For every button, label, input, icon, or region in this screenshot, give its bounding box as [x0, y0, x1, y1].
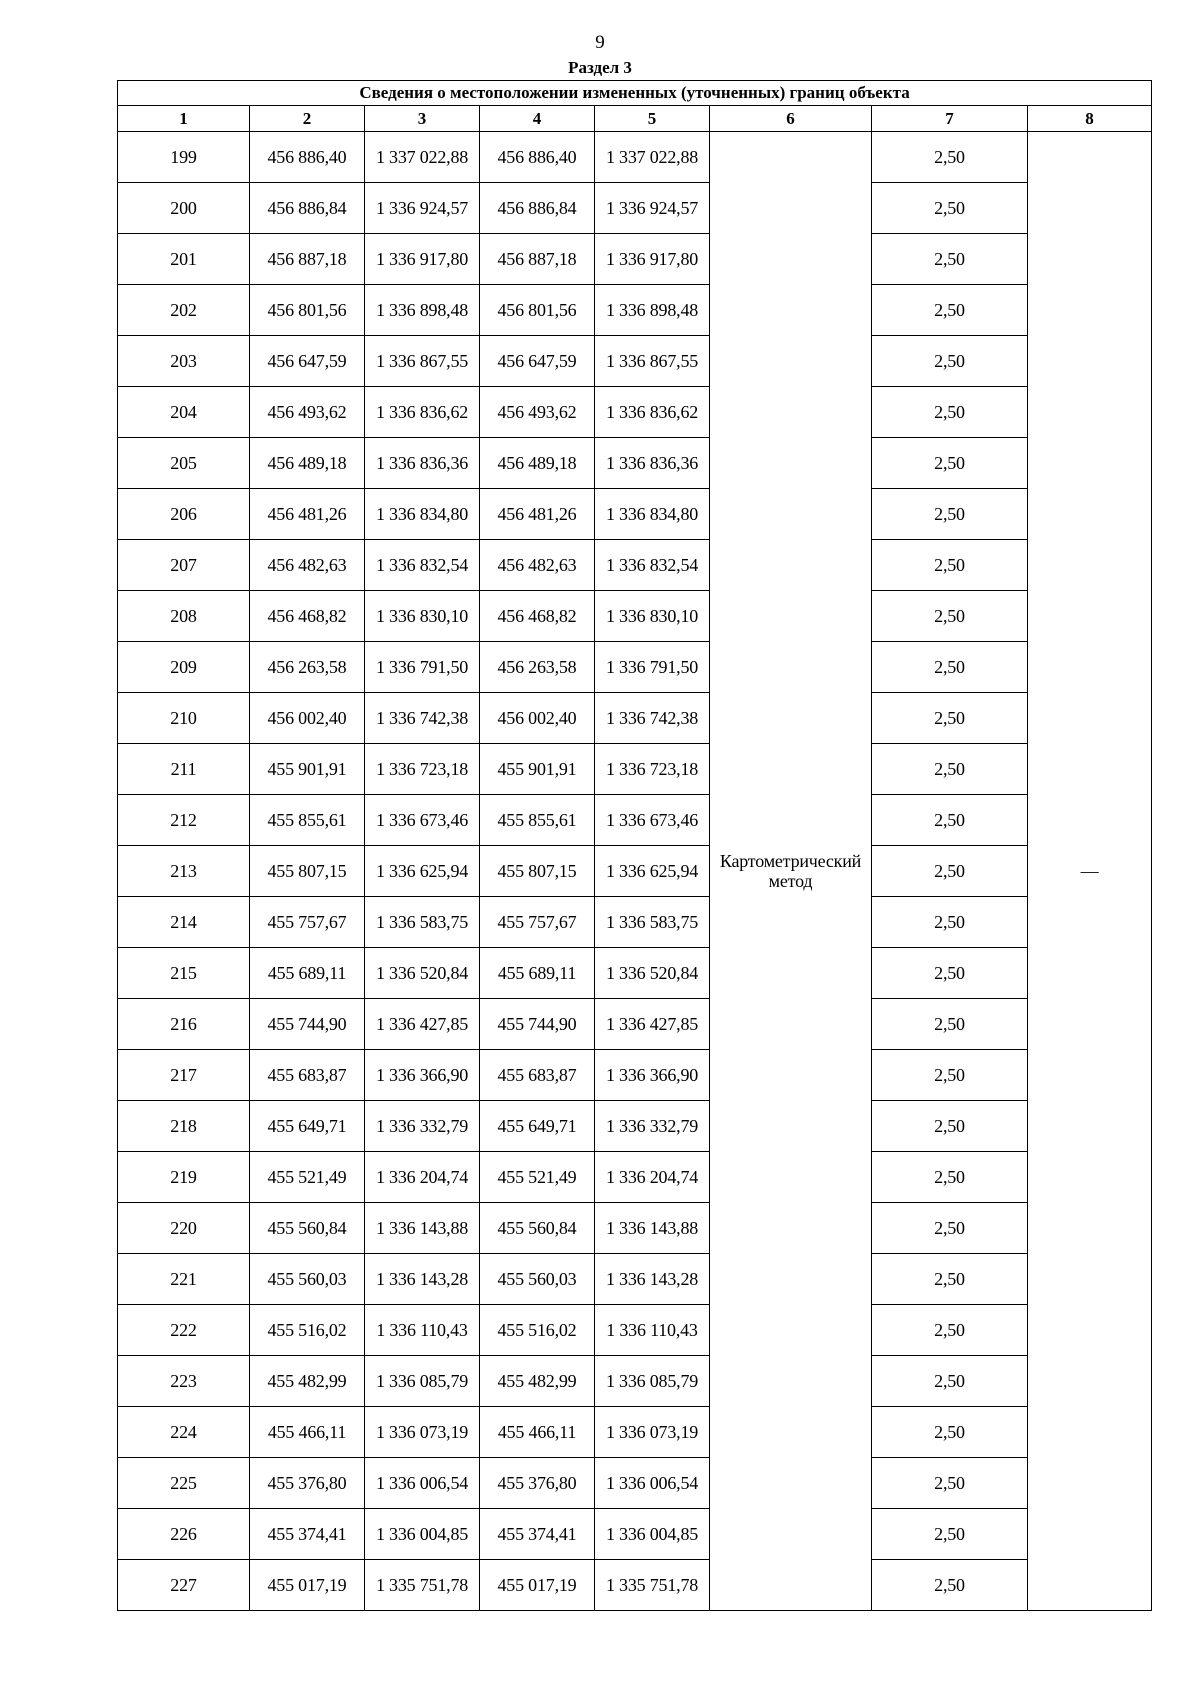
- point-number-cell: 208: [118, 591, 250, 642]
- point-number-cell: 206: [118, 489, 250, 540]
- y-new-cell: 1 336 204,74: [595, 1152, 710, 1203]
- y-existing-cell: 1 336 917,80: [365, 234, 480, 285]
- x-existing-cell: 455 560,84: [250, 1203, 365, 1254]
- point-number-cell: 214: [118, 897, 250, 948]
- y-existing-cell: 1 336 898,48: [365, 285, 480, 336]
- x-new-cell: 455 374,41: [480, 1509, 595, 1560]
- x-new-cell: 455 901,91: [480, 744, 595, 795]
- x-existing-cell: 456 481,26: [250, 489, 365, 540]
- point-number-cell: 223: [118, 1356, 250, 1407]
- x-existing-cell: 456 002,40: [250, 693, 365, 744]
- y-new-cell: 1 336 427,85: [595, 999, 710, 1050]
- table-row: [118, 336, 1152, 387]
- table-row: [118, 387, 1152, 438]
- x-existing-cell: 456 482,63: [250, 540, 365, 591]
- accuracy-cell: 2,50: [872, 1407, 1028, 1458]
- y-existing-cell: 1 336 006,54: [365, 1458, 480, 1509]
- y-existing-cell: 1 336 427,85: [365, 999, 480, 1050]
- x-new-cell: 455 744,90: [480, 999, 595, 1050]
- x-existing-cell: 456 647,59: [250, 336, 365, 387]
- table-row: [118, 591, 1152, 642]
- accuracy-cell: 2,50: [872, 1509, 1028, 1560]
- y-existing-cell: 1 336 366,90: [365, 1050, 480, 1101]
- column-number-8: 8: [1028, 106, 1152, 132]
- accuracy-cell: 2,50: [872, 1356, 1028, 1407]
- y-new-cell: 1 336 006,54: [595, 1458, 710, 1509]
- point-number-cell: 212: [118, 795, 250, 846]
- accuracy-cell: 2,50: [872, 744, 1028, 795]
- y-existing-cell: 1 336 836,62: [365, 387, 480, 438]
- x-existing-cell: 455 521,49: [250, 1152, 365, 1203]
- point-number-cell: 222: [118, 1305, 250, 1356]
- y-new-cell: 1 336 924,57: [595, 183, 710, 234]
- table-row: [118, 1152, 1152, 1203]
- y-existing-cell: 1 336 143,88: [365, 1203, 480, 1254]
- y-new-cell: 1 336 332,79: [595, 1101, 710, 1152]
- point-number-cell: 205: [118, 438, 250, 489]
- x-existing-cell: 456 493,62: [250, 387, 365, 438]
- accuracy-cell: 2,50: [872, 336, 1028, 387]
- accuracy-cell: 2,50: [872, 1560, 1028, 1611]
- x-existing-cell: 455 744,90: [250, 999, 365, 1050]
- accuracy-cell: 2,50: [872, 897, 1028, 948]
- table-row: [118, 1305, 1152, 1356]
- y-new-cell: 1 336 143,28: [595, 1254, 710, 1305]
- y-existing-cell: 1 336 836,36: [365, 438, 480, 489]
- point-number-cell: 215: [118, 948, 250, 999]
- x-new-cell: 456 468,82: [480, 591, 595, 642]
- y-new-cell: 1 336 834,80: [595, 489, 710, 540]
- x-new-cell: 456 482,63: [480, 540, 595, 591]
- table-row: [118, 642, 1152, 693]
- column-number-7: 7: [872, 106, 1028, 132]
- y-new-cell: 1 336 673,46: [595, 795, 710, 846]
- table-row: [118, 438, 1152, 489]
- x-existing-cell: 455 376,80: [250, 1458, 365, 1509]
- y-new-cell: 1 336 867,55: [595, 336, 710, 387]
- table-body: [118, 132, 1152, 1611]
- x-new-cell: 456 489,18: [480, 438, 595, 489]
- x-new-cell: 455 017,19: [480, 1560, 595, 1611]
- point-number-cell: 227: [118, 1560, 250, 1611]
- y-existing-cell: 1 336 520,84: [365, 948, 480, 999]
- y-existing-cell: 1 336 742,38: [365, 693, 480, 744]
- y-existing-cell: 1 336 004,85: [365, 1509, 480, 1560]
- point-number-cell: 220: [118, 1203, 250, 1254]
- x-new-cell: 455 649,71: [480, 1101, 595, 1152]
- y-new-cell: 1 336 836,36: [595, 438, 710, 489]
- y-existing-cell: 1 336 832,54: [365, 540, 480, 591]
- accuracy-cell: 2,50: [872, 540, 1028, 591]
- accuracy-cell: 2,50: [872, 1254, 1028, 1305]
- column-number-2: 2: [250, 106, 365, 132]
- x-new-cell: 456 887,18: [480, 234, 595, 285]
- x-new-cell: 456 801,56: [480, 285, 595, 336]
- table-row: [118, 999, 1152, 1050]
- x-existing-cell: 455 757,67: [250, 897, 365, 948]
- section-title: Раздел 3: [568, 58, 632, 77]
- accuracy-cell: 2,50: [872, 387, 1028, 438]
- y-existing-cell: 1 336 085,79: [365, 1356, 480, 1407]
- y-existing-cell: 1 336 332,79: [365, 1101, 480, 1152]
- y-new-cell: 1 336 366,90: [595, 1050, 710, 1101]
- table-row: [118, 1254, 1152, 1305]
- x-existing-cell: 455 855,61: [250, 795, 365, 846]
- y-existing-cell: 1 337 022,88: [365, 132, 480, 183]
- point-number-cell: 207: [118, 540, 250, 591]
- accuracy-cell: 2,50: [872, 642, 1028, 693]
- y-new-cell: 1 336 832,54: [595, 540, 710, 591]
- table-row: [118, 846, 1152, 897]
- table-row: [118, 540, 1152, 591]
- y-new-cell: 1 336 085,79: [595, 1356, 710, 1407]
- column-number-6: 6: [710, 106, 872, 132]
- table-row: [118, 948, 1152, 999]
- x-new-cell: 455 516,02: [480, 1305, 595, 1356]
- x-new-cell: 456 493,62: [480, 387, 595, 438]
- table-row: [118, 183, 1152, 234]
- accuracy-cell: 2,50: [872, 285, 1028, 336]
- x-new-cell: 455 376,80: [480, 1458, 595, 1509]
- x-new-cell: 455 683,87: [480, 1050, 595, 1101]
- x-existing-cell: 456 801,56: [250, 285, 365, 336]
- point-number-cell: 217: [118, 1050, 250, 1101]
- point-number-cell: 200: [118, 183, 250, 234]
- y-new-cell: 1 336 742,38: [595, 693, 710, 744]
- table-row: [118, 1203, 1152, 1254]
- x-new-cell: 455 482,99: [480, 1356, 595, 1407]
- x-existing-cell: 455 807,15: [250, 846, 365, 897]
- y-existing-cell: 1 336 723,18: [365, 744, 480, 795]
- coordinates-table: [117, 80, 1152, 1611]
- column-number-5: 5: [595, 106, 710, 132]
- table-row: [118, 744, 1152, 795]
- x-new-cell: 455 757,67: [480, 897, 595, 948]
- x-existing-cell: 455 466,11: [250, 1407, 365, 1458]
- accuracy-cell: 2,50: [872, 1203, 1028, 1254]
- x-new-cell: 456 886,40: [480, 132, 595, 183]
- x-existing-cell: 455 649,71: [250, 1101, 365, 1152]
- page-number: 9: [595, 32, 605, 53]
- y-existing-cell: 1 336 625,94: [365, 846, 480, 897]
- x-new-cell: 456 002,40: [480, 693, 595, 744]
- point-number-cell: 202: [118, 285, 250, 336]
- accuracy-cell: 2,50: [872, 1050, 1028, 1101]
- x-new-cell: 455 521,49: [480, 1152, 595, 1203]
- y-new-cell: 1 336 830,10: [595, 591, 710, 642]
- x-new-cell: 455 560,84: [480, 1203, 595, 1254]
- table-row: [118, 1407, 1152, 1458]
- y-new-cell: 1 336 073,19: [595, 1407, 710, 1458]
- table-row: [118, 1050, 1152, 1101]
- column-number-3: 3: [365, 106, 480, 132]
- y-existing-cell: 1 336 791,50: [365, 642, 480, 693]
- point-number-cell: 213: [118, 846, 250, 897]
- accuracy-cell: 2,50: [872, 1152, 1028, 1203]
- point-number-cell: 204: [118, 387, 250, 438]
- y-existing-cell: 1 336 143,28: [365, 1254, 480, 1305]
- y-new-cell: 1 336 898,48: [595, 285, 710, 336]
- y-existing-cell: 1 336 924,57: [365, 183, 480, 234]
- table-row: [118, 897, 1152, 948]
- x-existing-cell: 455 516,02: [250, 1305, 365, 1356]
- table-row: [118, 234, 1152, 285]
- x-existing-cell: 456 468,82: [250, 591, 365, 642]
- x-new-cell: 456 647,59: [480, 336, 595, 387]
- accuracy-cell: 2,50: [872, 132, 1028, 183]
- x-new-cell: 456 886,84: [480, 183, 595, 234]
- accuracy-cell: 2,50: [872, 489, 1028, 540]
- accuracy-cell: 2,50: [872, 1101, 1028, 1152]
- accuracy-cell: 2,50: [872, 999, 1028, 1050]
- x-existing-cell: 456 886,40: [250, 132, 365, 183]
- table-row: [118, 1458, 1152, 1509]
- x-existing-cell: 455 560,03: [250, 1254, 365, 1305]
- x-new-cell: 455 560,03: [480, 1254, 595, 1305]
- x-new-cell: 455 689,11: [480, 948, 595, 999]
- y-existing-cell: 1 336 073,19: [365, 1407, 480, 1458]
- table-row: [118, 1509, 1152, 1560]
- y-existing-cell: 1 336 867,55: [365, 336, 480, 387]
- x-new-cell: 456 263,58: [480, 642, 595, 693]
- x-existing-cell: 455 482,99: [250, 1356, 365, 1407]
- y-existing-cell: 1 336 673,46: [365, 795, 480, 846]
- y-new-cell: 1 336 836,62: [595, 387, 710, 438]
- point-number-cell: 203: [118, 336, 250, 387]
- x-existing-cell: 455 017,19: [250, 1560, 365, 1611]
- x-existing-cell: 455 901,91: [250, 744, 365, 795]
- y-existing-cell: 1 336 583,75: [365, 897, 480, 948]
- y-new-cell: 1 335 751,78: [595, 1560, 710, 1611]
- y-existing-cell: 1 336 834,80: [365, 489, 480, 540]
- x-new-cell: 456 481,26: [480, 489, 595, 540]
- x-existing-cell: 455 374,41: [250, 1509, 365, 1560]
- column-number-4: 4: [480, 106, 595, 132]
- accuracy-cell: 2,50: [872, 234, 1028, 285]
- table-row: [118, 1356, 1152, 1407]
- y-new-cell: 1 336 143,88: [595, 1203, 710, 1254]
- x-new-cell: 455 466,11: [480, 1407, 595, 1458]
- point-number-cell: 211: [118, 744, 250, 795]
- table-row: [118, 132, 1152, 183]
- table-row: [118, 795, 1152, 846]
- point-number-cell: 225: [118, 1458, 250, 1509]
- accuracy-cell: 2,50: [872, 1458, 1028, 1509]
- x-existing-cell: 456 886,84: [250, 183, 365, 234]
- point-number-cell: 224: [118, 1407, 250, 1458]
- x-existing-cell: 455 683,87: [250, 1050, 365, 1101]
- accuracy-cell: 2,50: [872, 438, 1028, 489]
- accuracy-cell: 2,50: [872, 591, 1028, 642]
- x-existing-cell: 456 887,18: [250, 234, 365, 285]
- y-new-cell: 1 336 004,85: [595, 1509, 710, 1560]
- table-caption: Сведения о местоположении измененных (уточненных) границ объекта: [118, 81, 1152, 106]
- point-number-cell: 226: [118, 1509, 250, 1560]
- point-number-cell: 219: [118, 1152, 250, 1203]
- accuracy-cell: 2,50: [872, 846, 1028, 897]
- point-number-cell: 218: [118, 1101, 250, 1152]
- accuracy-cell: 2,50: [872, 795, 1028, 846]
- point-number-cell: 201: [118, 234, 250, 285]
- y-new-cell: 1 336 583,75: [595, 897, 710, 948]
- table-row: [118, 285, 1152, 336]
- point-number-cell: 210: [118, 693, 250, 744]
- y-new-cell: 1 336 625,94: [595, 846, 710, 897]
- y-new-cell: 1 336 110,43: [595, 1305, 710, 1356]
- column-number-1: 1: [118, 106, 250, 132]
- point-number-cell: 209: [118, 642, 250, 693]
- accuracy-cell: 2,50: [872, 948, 1028, 999]
- accuracy-cell: 2,50: [872, 693, 1028, 744]
- x-existing-cell: 456 489,18: [250, 438, 365, 489]
- table-row: [118, 1560, 1152, 1611]
- table-row: [118, 489, 1152, 540]
- x-existing-cell: 456 263,58: [250, 642, 365, 693]
- table-row: [118, 1101, 1152, 1152]
- column-number-row: [118, 106, 1152, 132]
- x-new-cell: 455 855,61: [480, 795, 595, 846]
- y-new-cell: 1 336 917,80: [595, 234, 710, 285]
- y-existing-cell: 1 336 110,43: [365, 1305, 480, 1356]
- point-number-cell: 221: [118, 1254, 250, 1305]
- y-new-cell: 1 337 022,88: [595, 132, 710, 183]
- y-new-cell: 1 336 520,84: [595, 948, 710, 999]
- method-cell: Картометрический метод: [710, 132, 872, 1611]
- note-cell: —: [1028, 132, 1152, 1611]
- y-new-cell: 1 336 723,18: [595, 744, 710, 795]
- point-number-cell: 199: [118, 132, 250, 183]
- y-new-cell: 1 336 791,50: [595, 642, 710, 693]
- x-existing-cell: 455 689,11: [250, 948, 365, 999]
- point-number-cell: 216: [118, 999, 250, 1050]
- y-existing-cell: 1 336 204,74: [365, 1152, 480, 1203]
- table-row: [118, 693, 1152, 744]
- accuracy-cell: 2,50: [872, 1305, 1028, 1356]
- x-new-cell: 455 807,15: [480, 846, 595, 897]
- y-existing-cell: 1 335 751,78: [365, 1560, 480, 1611]
- accuracy-cell: 2,50: [872, 183, 1028, 234]
- y-existing-cell: 1 336 830,10: [365, 591, 480, 642]
